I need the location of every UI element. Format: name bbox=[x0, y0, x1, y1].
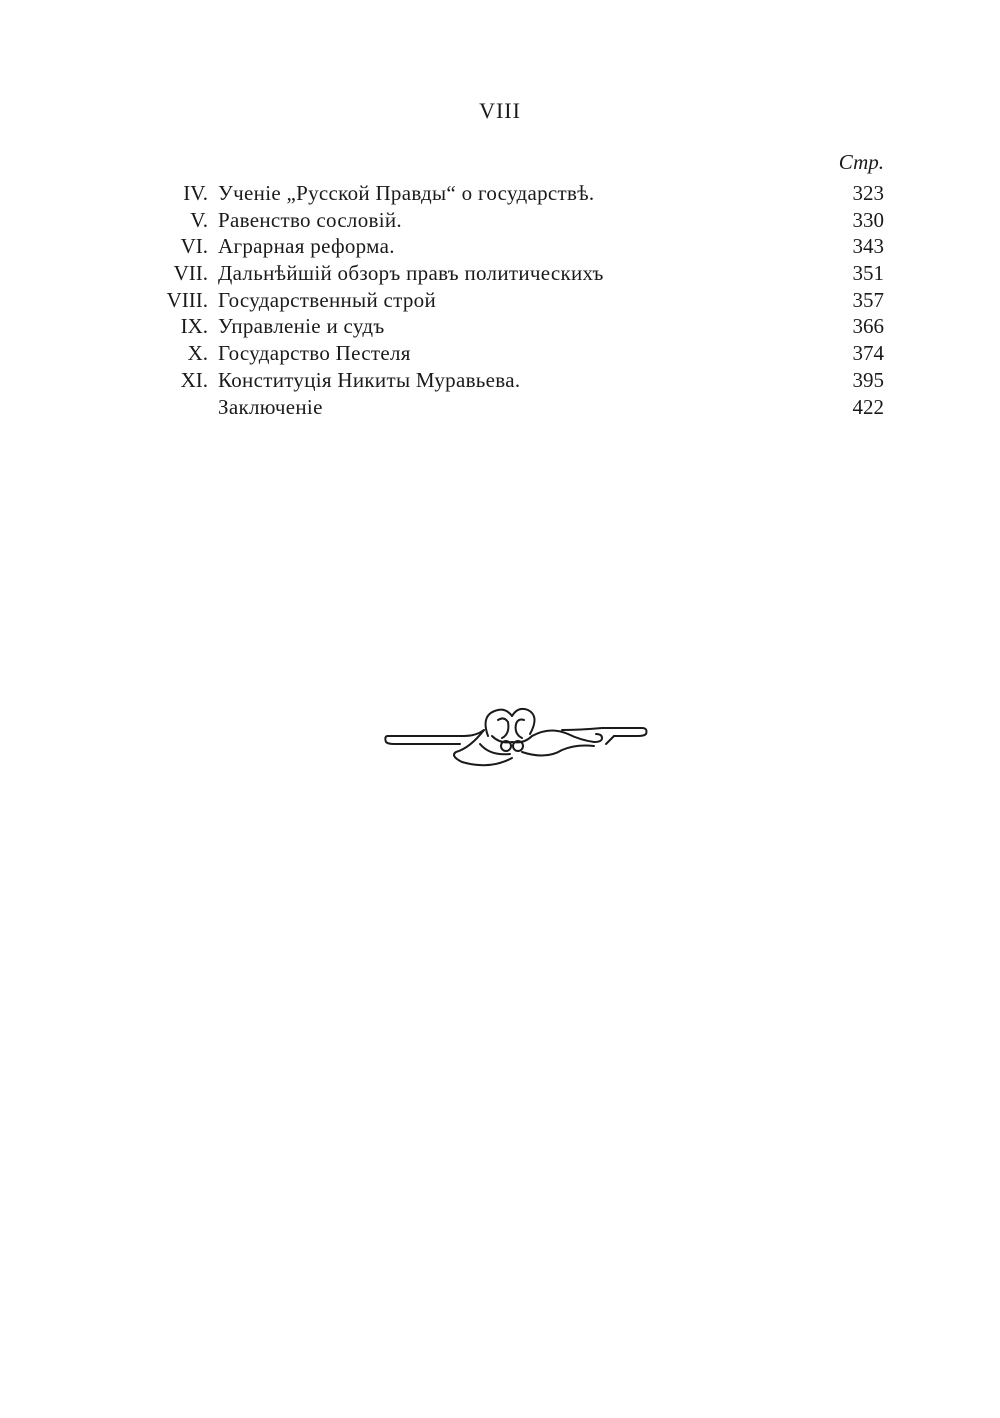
table-of-contents bbox=[0, 180, 1000, 420]
toc-row bbox=[0, 287, 1000, 314]
toc-chapter-title: Заключеніе bbox=[218, 394, 323, 419]
toc-row bbox=[0, 394, 1000, 421]
toc-page-number: 323 bbox=[852, 181, 884, 205]
floral-ornament-icon bbox=[380, 700, 650, 776]
toc-chapter-title: Аграрная реформа. bbox=[218, 234, 395, 259]
pages-column-header: Стр. bbox=[838, 150, 884, 174]
toc-row bbox=[0, 260, 1000, 287]
toc-row bbox=[0, 340, 1000, 367]
toc-chapter-title: Государственный строй bbox=[218, 287, 437, 312]
toc-row bbox=[0, 207, 1000, 234]
toc-chapter-number: VIII. bbox=[166, 287, 208, 312]
toc-chapter-number: IV. bbox=[183, 181, 208, 205]
toc-chapter-title: Равенство сословій. bbox=[218, 207, 402, 232]
toc-page-number: 351 bbox=[852, 261, 884, 286]
toc-page-number: 343 bbox=[852, 234, 884, 259]
toc-page-number: 374 bbox=[852, 341, 884, 366]
page-number: VIII bbox=[479, 98, 521, 123]
toc-chapter-number: XI. bbox=[180, 367, 208, 392]
toc-page-number: 366 bbox=[852, 314, 884, 339]
toc-chapter-title: Конституція Никиты Муравьева. bbox=[218, 367, 521, 392]
toc-page-number: 357 bbox=[852, 287, 884, 312]
toc-row bbox=[0, 180, 1000, 207]
toc-page-number: 395 bbox=[852, 367, 884, 392]
toc-chapter-number: V. bbox=[190, 207, 208, 232]
toc-chapter-title: Ученіе „Русской Правды“ о государствѣ. bbox=[218, 181, 595, 205]
toc-chapter-number: VII. bbox=[173, 261, 208, 286]
toc-chapter-title: Дальнѣйшій обзоръ правъ политическихъ bbox=[218, 261, 604, 286]
toc-row bbox=[0, 313, 1000, 340]
toc-chapter-title: Государство Пестеля bbox=[218, 341, 411, 366]
toc-chapter-number: X. bbox=[187, 341, 208, 366]
toc-chapter-number: VI. bbox=[180, 234, 208, 259]
toc-chapter-number: IX. bbox=[180, 314, 208, 339]
toc-row bbox=[0, 233, 1000, 260]
toc-page-number: 422 bbox=[852, 394, 884, 419]
toc-row bbox=[0, 367, 1000, 394]
toc-chapter-title: Управленіе и судъ bbox=[218, 314, 385, 339]
toc-page-number: 330 bbox=[852, 207, 884, 232]
